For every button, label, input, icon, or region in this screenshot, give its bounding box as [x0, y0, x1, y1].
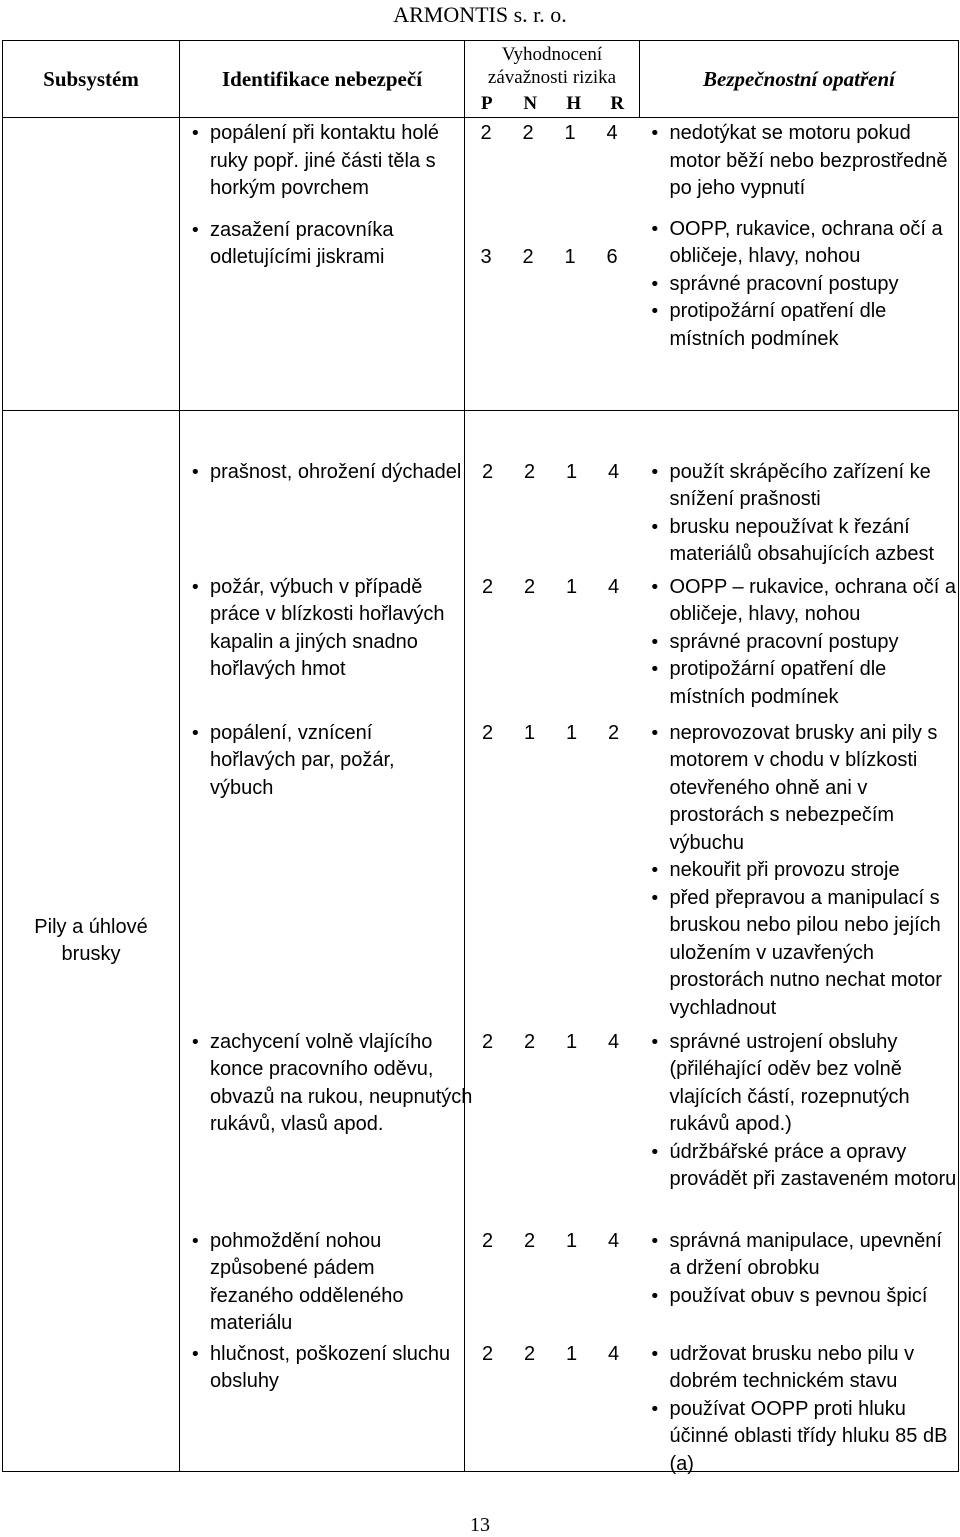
evaluation-label: Vyhodnocení závažnosti rizika [487, 44, 617, 88]
measure-item: • OOPP, rukavice, ochrana očí a obličeje, hlavy, nohou [640, 216, 959, 271]
col-h: H [566, 93, 582, 114]
measure-item: • správné pracovní postupy [640, 629, 958, 657]
measures-group [640, 1341, 958, 1479]
hazard-item: • zachycení volně vlajícího konce pracovního oděvu, obvazů na rukou, neupnutých rukávů, vlasů apod. [180, 1029, 475, 1139]
hazard-item: • pohmoždění nohou způsobené pádem řezaného odděleného materiálu [180, 1228, 455, 1338]
value-r: 4 [607, 460, 620, 483]
measure-item: • nekouřit při provozu stroje [640, 857, 958, 885]
hazard-item: • požár, výbuch v případě práce v blízkosti hořlavých kapalin a jiných snadno hořlavých hmot [180, 574, 465, 684]
measure-item: • použít skrápěcího zařízení ke snížení prašnosti [640, 459, 958, 514]
col-n: N [523, 93, 538, 114]
header-row [3, 41, 959, 118]
value-n: 2 [523, 575, 536, 598]
value-p: 2 [481, 1030, 494, 1053]
value-p: 2 [481, 460, 494, 483]
top-hazards-cell [180, 118, 465, 411]
values-row [467, 574, 635, 602]
col-p: P [480, 93, 493, 114]
value-r: 4 [607, 575, 620, 598]
measure-item: • nedotýkat se motoru pokud motor běží nebo bezprostředně po jeho vypnutí [640, 120, 959, 203]
values-row [467, 1341, 635, 1369]
value-h: 1 [565, 1342, 578, 1365]
measure-item: • OOPP – rukavice, ochrana očí a obličeje, hlavy, nohou [640, 574, 958, 629]
values-row [467, 459, 635, 487]
hazard-item: • popálení při kontaktu holé ruky popř. jiné části těla s horkým povrchem [180, 120, 464, 203]
hazard-item: • popálení, vznícení hořlavých par, požár, výbuch [180, 720, 450, 803]
top-subsystem-cell [3, 118, 180, 411]
col-measures: Bezpečnostní opatření [640, 41, 959, 118]
top-measures-cell [640, 118, 959, 411]
value-n: 2 [522, 122, 534, 144]
value-p: 2 [481, 575, 494, 598]
values-row [465, 120, 640, 148]
value-h: 1 [565, 575, 578, 598]
value-r: 6 [606, 245, 618, 268]
value-p: 3 [480, 245, 492, 268]
measures-group [640, 1228, 958, 1311]
measure-item: • správné pracovní postupy [640, 271, 959, 299]
top-values-cell [465, 118, 640, 411]
value-p: 2 [481, 721, 494, 744]
col-evaluation [465, 41, 640, 118]
subsystem-label: Pily a úhlové brusky [34, 916, 148, 965]
measure-item: • používat obuv s pevnou špicí [640, 1283, 958, 1311]
measures-group [640, 574, 958, 712]
hazard-item: • prašnost, ohrožení dýchadel [180, 459, 465, 487]
value-h: 1 [565, 721, 578, 744]
measures-group [640, 720, 958, 1023]
value-n: 2 [523, 1229, 536, 1252]
measure-item: • údržbářské práce a opravy provádět při zastaveném motoru [640, 1139, 958, 1194]
measure-item: • protipožární opatření dle místních podmínek [640, 656, 958, 711]
main-measures-cell [640, 411, 959, 1475]
value-p: 2 [481, 1342, 494, 1365]
value-h: 1 [565, 1229, 578, 1252]
value-p: 2 [481, 1229, 494, 1252]
value-h: 1 [565, 1030, 578, 1053]
measures-group [640, 1029, 958, 1194]
measure-item: • před přepravou a manipulací s bruskou nebo pilou nebo jejích uložením v uzavřených prostorách nutno nechat motor vychladnout [640, 885, 958, 1023]
value-h: 1 [565, 460, 578, 483]
measure-item: • udržovat brusku nebo pilu v dobrém technickém stavu [640, 1341, 958, 1396]
measure-item: • brusku nepoužívat k řezání materiálů obsahujících azbest [640, 514, 958, 569]
measure-item: • správná manipulace, upevnění a držení obrobku [640, 1228, 958, 1283]
risk-table [2, 40, 959, 1475]
main-section-row [3, 411, 959, 1472]
value-p: 2 [480, 122, 492, 144]
values-row [467, 720, 635, 748]
value-n: 1 [523, 721, 536, 744]
value-n: 2 [522, 245, 534, 268]
values-row [465, 244, 640, 272]
value-n: 2 [523, 1030, 536, 1053]
company-header: ARMONTIS s. r. o. [393, 2, 567, 27]
col-r: R [610, 93, 625, 114]
value-r: 2 [607, 721, 620, 744]
measure-item: • neprovozovat brusky ani pily s motorem v chodu v blízkosti otevřeného ohně ani v prostorách s nebezpečím výbuchu [640, 720, 958, 858]
page-number: 13 [470, 1514, 490, 1536]
measure-item: • protipožární opatření dle místních podmínek [640, 298, 959, 353]
col-subsystem: Subsystém [3, 41, 180, 118]
value-r: 4 [607, 1229, 620, 1252]
value-h: 1 [564, 122, 576, 144]
hazard-item: • zasažení pracovníka odletujícími jiskrami [180, 217, 464, 272]
pnhr-header [465, 93, 639, 115]
value-r: 4 [606, 122, 618, 144]
value-r: 4 [607, 1030, 620, 1053]
values-row [467, 1029, 635, 1057]
hazard-item: • hlučnost, poškození sluchu obsluhy [180, 1341, 455, 1396]
main-values-cell [465, 411, 640, 1472]
top-section-row [3, 118, 959, 411]
col-hazard: Identifikace nebezpečí [180, 41, 465, 118]
value-r: 4 [607, 1342, 620, 1365]
measure-item: • používat OOPP proti hluku účinné oblasti třídy hluku 85 dB (a) [640, 1396, 958, 1479]
value-h: 1 [564, 245, 576, 268]
measures-group [640, 459, 958, 569]
main-hazards-cell [180, 411, 473, 1472]
value-n: 2 [523, 1342, 536, 1365]
measure-item: • správné ustrojení obsluhy (přiléhající oděv bez volně vlajících částí, rozepnutých rukávů apod.) [640, 1029, 958, 1139]
value-n: 2 [523, 460, 536, 483]
values-row [467, 1228, 635, 1256]
subsystem-cell [3, 411, 180, 1472]
